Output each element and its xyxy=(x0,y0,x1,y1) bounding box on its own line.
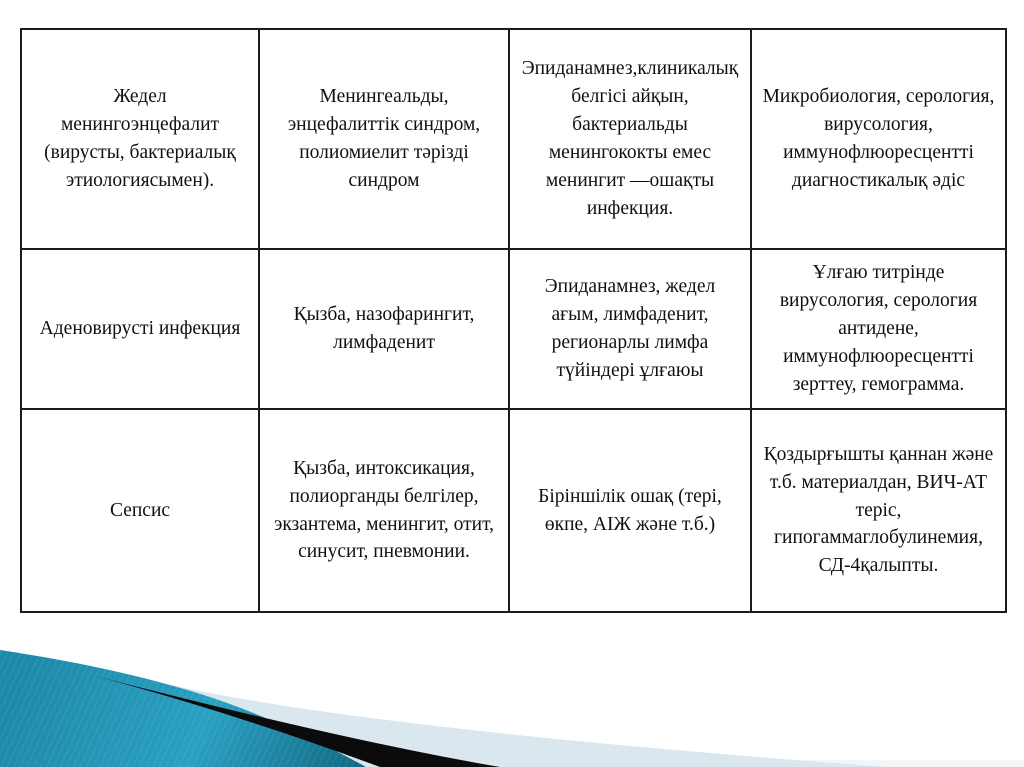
table-cell: Эпиданамнез,клиникалық белгісі айқын, бактериальды менингококты емес менингит —ошақты инфекция. xyxy=(509,29,751,249)
table-row xyxy=(21,409,1006,612)
table-cell: Қызба, назофарингит, лимфаденит xyxy=(259,249,509,409)
table-cell: Аденовирусті инфекция xyxy=(21,249,259,409)
black-stripe xyxy=(57,666,500,767)
table-cell: Микробиология, серология, вирусология, иммунофлюоресцентті диагностикалық әдіс xyxy=(751,29,1006,249)
teal-triangle xyxy=(0,650,366,767)
table-cell: Ұлғаю титрінде вирусология, серология антидене, иммунофлюоресцентті зерттеу, гемограмма. xyxy=(751,249,1006,409)
teal-triangle-texture xyxy=(0,650,366,767)
table-row xyxy=(21,249,1006,409)
bottom-strip xyxy=(340,760,1024,767)
table-cell: Эпиданамнез, жедел ағым, лимфаденит, регионарлы лимфа түйіндері ұлғаюы xyxy=(509,249,751,409)
table-cell: Менингеальды, энцефалиттік синдром, полиомиелит тәрізді синдром xyxy=(259,29,509,249)
pale-triangle xyxy=(150,680,888,767)
table-cell: Қоздырғышты қаннан және т.б. материалдан, ВИЧ-АТ теріс, гипогаммаглобулинемия, СД-4қалыпты. xyxy=(751,409,1006,612)
table-cell: Жедел менингоэнцефалит (вирусты, бактериалық этиологиясымен). xyxy=(21,29,259,249)
table-row xyxy=(21,29,1006,249)
table-cell: Қызба, интоксикация, полиорганды белгілер, экзантема, менингит, отит, синусит, пневмонии. xyxy=(259,409,509,612)
table-cell: Сепсис xyxy=(21,409,259,612)
diagnosis-table xyxy=(20,28,1007,613)
table-cell: Біріншілік ошақ (тері, өкпе, АІЖ және т.б.) xyxy=(509,409,751,612)
